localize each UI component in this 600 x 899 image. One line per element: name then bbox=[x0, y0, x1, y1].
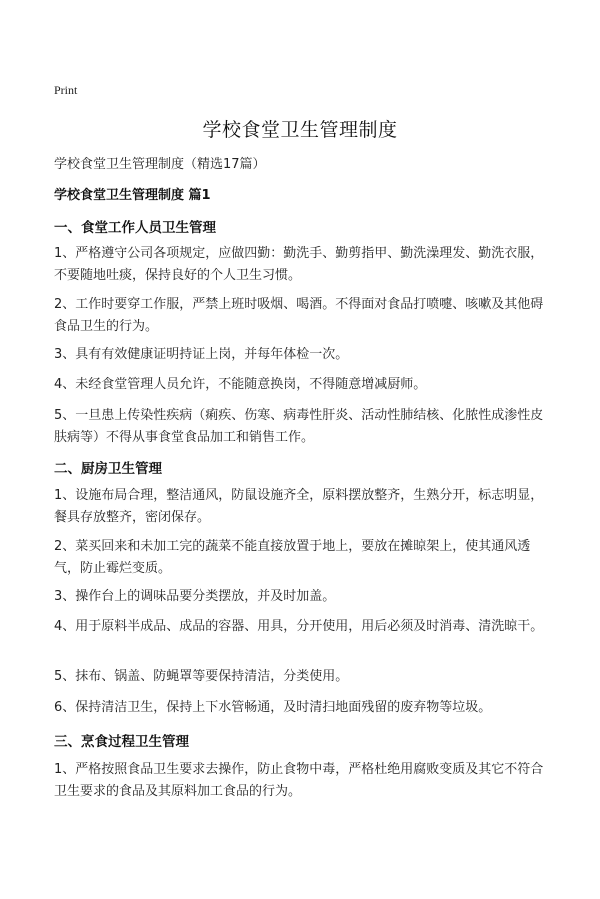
paragraph: 2、工作时要穿工作服，严禁上班时吸烟、喝酒。不得面对食品打喷嚏、咳嗽及其他碍食品卫生的行为。 bbox=[54, 297, 544, 334]
section-heading-kitchen-hygiene: 二、厨房卫生管理 bbox=[54, 461, 162, 477]
document-subtitle: 学校食堂卫生管理制度（精选17篇） bbox=[54, 157, 266, 172]
paragraph: 4、未经食堂管理人员允许，不能随意换岗，不得随意增减厨师。 bbox=[54, 377, 427, 392]
paragraph: 1、严格按照食品卫生要求去操作，防止食物中毒，严格杜绝用腐败变质及其它不符合卫生要求的食品及其原料加工食品的行为。 bbox=[54, 762, 544, 799]
paragraph: 5、抹布、锅盖、防蝇罩等要保持清洁，分类使用。 bbox=[54, 669, 349, 684]
paragraph: 6、保持清洁卫生，保持上下水管畅通，及时清扫地面残留的废弃物等垃圾。 bbox=[54, 700, 492, 715]
print-label: Print bbox=[54, 83, 78, 97]
paragraph: 4、用于原料半成品、成品的容器、用具，分开使用，用后必须及时消毒、清洗晾干。 bbox=[54, 619, 544, 634]
paragraph: 3、操作台上的调味品要分类摆放，并及时加盖。 bbox=[54, 589, 336, 604]
section-heading-staff-hygiene: 一、食堂工作人员卫生管理 bbox=[54, 220, 216, 236]
paragraph: 1、严格遵守公司各项规定，应做四勤：勤洗手、勤剪指甲、勤洗澡理发、勤洗衣服，不要随地吐痰，保持良好的个人卫生习惯。 bbox=[54, 246, 544, 283]
paragraph: 2、菜买回来和未加工完的蔬菜不能直接放置于地上，要放在摊晾架上，使其通风透气，防止霉烂变质。 bbox=[54, 539, 531, 576]
paragraph: 5、一旦患上传染性疾病（痢疾、伤寒、病毒性肝炎、活动性肺结核、化脓性成渗性皮肤病等）不得从事食堂食品加工和销售工作。 bbox=[54, 408, 544, 445]
paragraph: 3、具有有效健康证明持证上岗，并每年体检一次。 bbox=[54, 347, 349, 362]
paragraph: 1、设施布局合理，整洁通风，防鼠设施齐全，原料摆放整齐，生熟分开，标志明显，餐具存放整齐，密闭保存。 bbox=[54, 488, 544, 525]
section-heading-cooking-hygiene: 三、烹食过程卫生管理 bbox=[54, 734, 189, 750]
article-title: 学校食堂卫生管理制度 篇1 bbox=[54, 188, 211, 203]
document-title: 学校食堂卫生管理制度 bbox=[202, 119, 398, 141]
